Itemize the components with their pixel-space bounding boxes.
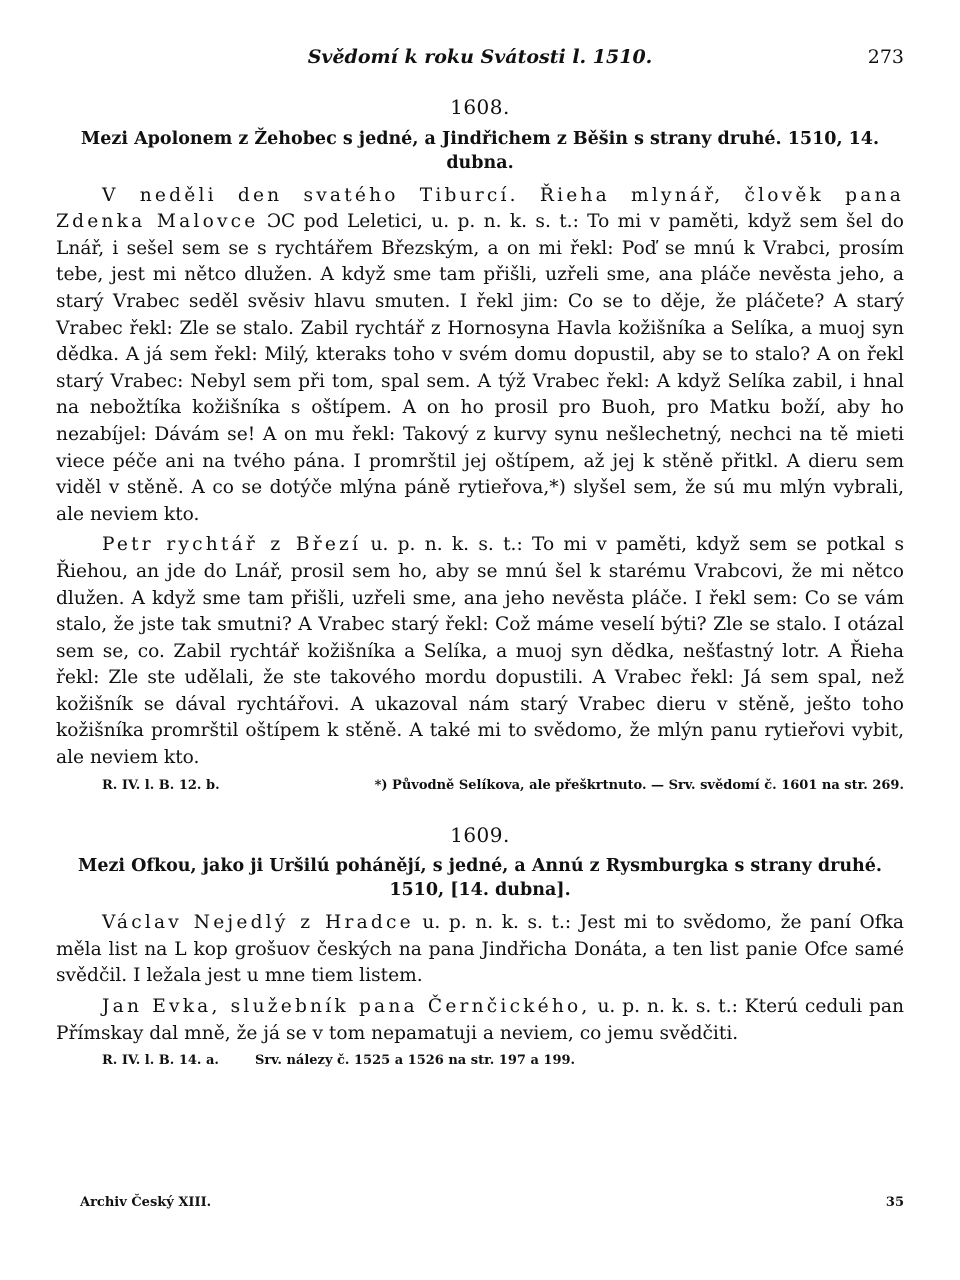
cross-reference: Srv. nálezy č. 1525 a 1526 na str. 197 a 199.: [254, 1053, 576, 1069]
entry-heading: Mezi Ofkou, jako ji Uršilú pohánějí, s jedné, a Annú z Rysmburgka s strany druhé. 1510, [14. dubna].: [77, 856, 883, 901]
entry-notes: [102, 1051, 904, 1071]
entry-number: 1608.: [450, 95, 510, 119]
testimony-text: ƆC pod Leletici, u. p. n. k. s. t.: To mi v paměti, když sem šel do Lnář, i sešel sem se s rychtářem Březským, a on mi řekl: Poď se mnú k Vrabci, prosím tebe, jest mi nětco dlužen. A když sme tam přišli, uzřeli sme, ana pláče nevěsta jeho, a starý Vrabec seděl svěsiv hlavu smuten. I řekl jim: Co se to děje, že pláčete? A starý Vrabec řekl: Zle se stalo. Zabil rychtář z Hornosyna Havla kožišníka a Selíka, a muoj syn dědka. A já sem řekl: Milý, kteraks toho v svém domu dopustil, aby se to stalo? A on řekl starý Vrabec: Nebyl sem při tom, spal sem. A týž Vrabec řekl: A když Selíka zabil, i hnal na nebožtíka kožišníka s oštípem. A on ho prosil pro Buoh, pro Matku boží, aby ho nezabíjel: Dávám se! A on mu řekl: Takový z kurvy synu nešlechetný, nechci na tě mieti viece péče ani na tvého pána. I promrštil jej oštípem, až jej k stěně přitkl. A dieru sem viděl v stěně. A co se dotýče mlýna páně rytieřova,*) slyšel sem, že sú mu mlýn vybrali, ale neviem kto.: [56, 211, 904, 525]
witness-name: Jan Evka, služebník pana Černčického,: [102, 996, 591, 1018]
entry-number: 1609.: [450, 822, 510, 847]
witness-name: V neděli den svatého Tiburcí. Řieha mlynář, člověk pana Zdenka Malovce: [56, 184, 904, 233]
testimony-paragraph: [56, 910, 904, 990]
testimony-paragraph: [56, 183, 904, 529]
testimony-paragraph: [56, 994, 904, 1047]
testimony-text: u. p. n. k. s. t.: To mi v paměti, když sem se potkal s Řiehou, an jde do Lnář, prosil sem ho, aby se mnú šel k starému Vrabcovi, že mi nětco dlužen. A když sme tam přišli, uzřeli sme, ana jeho nevěsta pláče. I řekl sem: Co se vám stalo, že jste tak smutni? A Vrabec starý řekl: Což máme veselí býti? Zle se stalo. I otázal sem se, co. Zabil rychtář kožišníka a Selíka, a muoj syn dědka, nešťastný lotr. A Řieha řekl: Zle ste udělali, že ste takového mordu dopustili. A Vrabec řekl: Já sem spal, než kožišník se dával rychtářovi. A ukazoval nám starý Vrabec dieru v stěně, ješto toho kožišníka promrštil oštípem k stěně. A také mi to svědomo, že mlýn panu rytieřovi vybit, ale neviem kto.: [56, 534, 905, 769]
source-reference: R. IV. l. B. 12. b.: [102, 777, 220, 793]
testimony-text: u. p. n. k. s. t.: Kterú ceduli pan Přímskay dal mně, že já se v tom nepamatuji a neviem, co jemu svědčiti.: [56, 996, 904, 1044]
sheet-number: 35: [885, 1195, 904, 1210]
page-number: 273: [867, 46, 904, 68]
entry-heading: Mezi Apolonem z Žehobec s jedné, a Jindřichem z Běšin s strany druhé. 1510, 14. dubna.: [80, 128, 880, 173]
entry-notes: [102, 776, 904, 796]
witness-name: Petr rychtář z Březí: [102, 534, 362, 556]
entry-1608: [56, 94, 904, 796]
witness-name: Václav Nejedlý z Hradce: [102, 912, 414, 934]
footnote: *) Původně Selíkova, ale přeškrtnuto. — Srv. svědomí č. 1601 na str. 269.: [374, 777, 904, 793]
page-footer: [80, 1190, 904, 1217]
testimony-text: u. p. n. k. s. t.: Jest mi to svědomo, že paní Ofka měla list na L kop grošuov českých na pana Jindřicha Donáta, a ten list panie Ofce samé svědčil. I ležala jest u mne tiem listem.: [56, 912, 905, 987]
volume-signature: Archiv Český XIII.: [80, 1195, 212, 1210]
entry-1609: [56, 822, 904, 1072]
testimony-paragraph: [56, 532, 904, 771]
source-reference: R. IV. l. B. 14. a.: [102, 1053, 219, 1069]
running-title: Svědomí k roku Svátosti l. 1510.: [307, 46, 653, 68]
running-head: [56, 40, 904, 74]
